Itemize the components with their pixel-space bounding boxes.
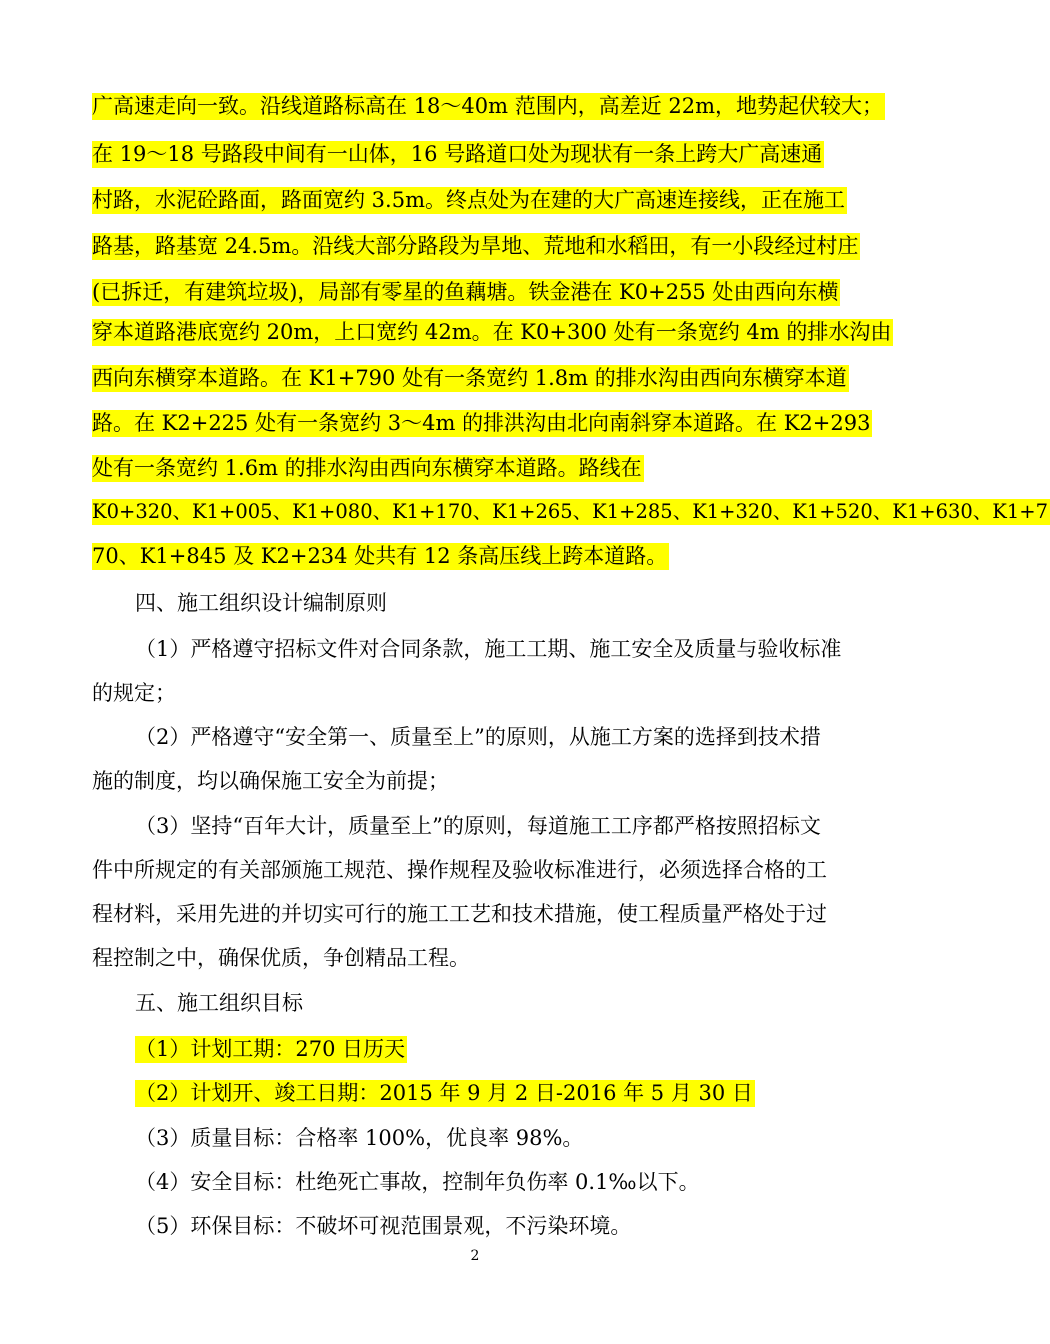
principle-item-continued: 的规定； (92, 681, 176, 705)
highlighted-text: 穿本道路港底宽约 20m，上口宽约 42m。在 K0+300 处有一条宽约 4m 的排水沟由 (92, 320, 892, 344)
highlighted-text: 70、K1+845 及 K2+234 处共有 12 条高压线上跨本道路。 (92, 544, 668, 568)
goal-item: （4）安全目标：杜绝死亡事故，控制年负伤率 0.1‰以下。 (135, 1170, 700, 1194)
goal-item: （5）环保目标：不破坏可视范围景观，不污染环境。 (135, 1214, 632, 1238)
goal-item (135, 1036, 407, 1062)
body-line (92, 365, 849, 391)
section-heading: 五、施工组织目标 (135, 991, 303, 1015)
goal-item: （3）质量目标：合格率 100%，优良率 98%。 (135, 1126, 584, 1150)
highlighted-text: 在 19～18 号路段中间有一山体，16 号路道口处为现状有一条上跨大广高速通 (92, 142, 823, 166)
principle-item: （2）严格遵守“安全第一、质量至上”的原则，从施工方案的选择到技术措 (135, 725, 821, 749)
highlighted-text: 广高速走向一致。沿线道路标高在 18～40m 范围内，高差近 22m，地势起伏较大； (92, 94, 884, 118)
body-line (92, 279, 840, 305)
principle-item-continued: 程材料，采用先进的并切实可行的施工工艺和技术措施，使工程质量严格处于过 (92, 902, 827, 926)
principle-item: （3）坚持“百年大计，质量至上”的原则，每道施工工序都严格按照招标文 (135, 814, 821, 838)
highlighted-text: 路。在 K2+225 处有一条宽约 3～4m 的排洪沟由北向南斜穿本道路。在 K2+293 (92, 411, 871, 435)
body-line (92, 319, 893, 345)
highlighted-text: （1）计划工期：270 日历天 (135, 1037, 406, 1061)
highlighted-text: K0+320、K1+005、K1+080、K1+170、K1+265、K1+285、K1+320、K1+520、K1+630、K1+7 (92, 500, 1049, 523)
principle-item-continued: 施的制度，均以确保施工安全为前提； (92, 769, 449, 793)
body-line (92, 455, 644, 481)
highlighted-text: 西向东横穿本道路。在 K1+790 处有一条宽约 1.8m 的排水沟由西向东横穿本道 (92, 366, 847, 390)
body-line (92, 141, 824, 167)
goal-item (135, 1080, 755, 1106)
body-line (92, 233, 860, 259)
principle-item: （1）严格遵守招标文件对合同条款，施工工期、施工安全及质量与验收标准 (135, 637, 842, 661)
section-heading: 四、施工组织设计编制原则 (135, 591, 387, 615)
page-number: 2 (470, 1248, 480, 1264)
body-line (92, 543, 669, 569)
highlighted-text: (已拆迁，有建筑垃圾)，局部有零星的鱼藕塘。铁金港在 K0+255 处由西向东横 (92, 280, 839, 304)
body-line (92, 499, 1050, 525)
highlighted-text: 村路，水泥砼路面，路面宽约 3.5m。终点处为在建的大广高速连接线，正在施工 (92, 188, 845, 212)
highlighted-text: （2）计划开、竣工日期：2015 年 9 月 2 日-2016 年 5 月 30 日 (135, 1081, 753, 1105)
principle-item-continued: 件中所规定的有关部颁施工规范、操作规程及验收标准进行，必须选择合格的工 (92, 858, 827, 882)
highlighted-text: 路基，路基宽 24.5m。沿线大部分路段为旱地、荒地和水稻田，有一小段经过村庄 (92, 234, 859, 258)
principle-item-continued: 程控制之中，确保优质，争创精品工程。 (92, 946, 470, 970)
body-line (92, 93, 885, 119)
body-line (92, 187, 847, 213)
highlighted-text: 处有一条宽约 1.6m 的排水沟由西向东横穿本道路。路线在 (92, 456, 642, 480)
body-line (92, 410, 872, 436)
